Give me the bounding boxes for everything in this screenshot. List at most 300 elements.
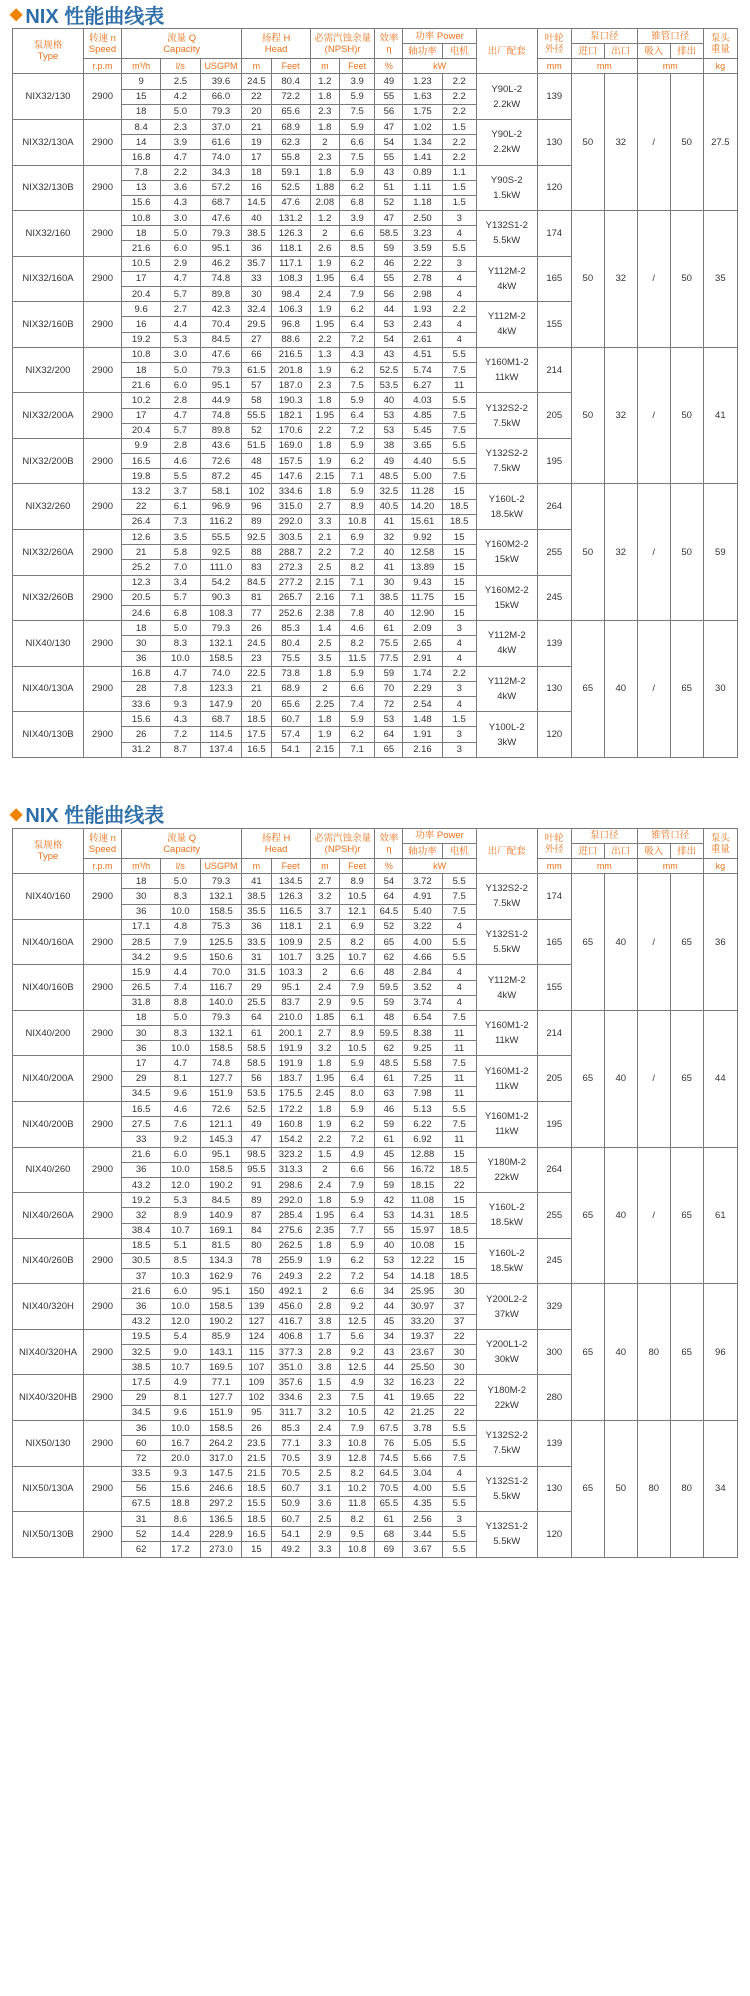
table-cell: 18 [121,226,160,241]
table-cell: 39.6 [200,74,242,89]
table-cell: 87 [242,1208,271,1223]
table-cell: 16 [121,317,160,332]
table-cell: 6.1 [161,499,200,514]
table-cell: 35.5 [242,904,271,919]
table-cell: 7.5 [442,469,476,484]
header-head: 扬程 H Head [242,29,310,59]
suction-diameter: / [637,621,670,758]
table-cell: 77.5 [375,651,403,666]
table-cell: 56 [242,1071,271,1086]
table-cell: 2.3 [310,378,339,393]
table-cell: 2.54 [403,697,442,712]
motor-model: Y160M1-2 11kW [476,1010,537,1056]
table-cell: 30 [442,1360,476,1375]
table-cell: 36 [121,904,160,919]
table-cell: 59 [375,1177,403,1192]
table-cell: 158.5 [200,904,242,919]
table-cell: 262.5 [271,1238,310,1253]
table-cell: 11 [442,1086,476,1101]
table-cell: 17 [121,408,160,423]
table-cell: 323.2 [271,1147,310,1162]
table-cell: 3 [442,727,476,742]
suction-diameter: / [637,74,670,211]
table-cell: 10.8 [339,1436,375,1451]
header-eff: 效率 η [375,828,403,858]
table-cell: 137.4 [200,742,242,757]
inlet-diameter: 50 [571,74,604,211]
table-cell: 57 [242,378,271,393]
table-cell: 85.3 [271,1420,310,1435]
table-cell: 2.5 [161,74,200,89]
table-cell: 30 [442,1284,476,1299]
table-cell: 6.22 [403,1117,442,1132]
table-cell: 34.2 [121,950,160,965]
table-cell: 2.09 [403,621,442,636]
table-cell: 58 [242,393,271,408]
discharge-diameter: 65 [670,874,703,1011]
table-cell: 18.5 [442,514,476,529]
speed-value: 2900 [83,1102,121,1148]
table-cell: 18 [121,1010,160,1025]
table-cell: 33 [242,271,271,286]
table-cell: 13.2 [121,484,160,499]
table-cell: 72.6 [200,454,242,469]
table-cell: 1.02 [403,119,442,134]
table-cell: 58.5 [242,1041,271,1056]
table-cell: 147.9 [200,697,242,712]
motor-model: Y112M-2 4kW [476,302,537,348]
table-cell: 18 [121,874,160,889]
table-cell: 4.9 [161,1375,200,1390]
table-cell: 2.2 [442,666,476,681]
table-cell: 16.7 [161,1436,200,1451]
table-cell: 9.5 [339,1527,375,1542]
table-cell: 10.5 [339,889,375,904]
table-cell: 56 [121,1481,160,1496]
table-cell: 2.2 [161,165,200,180]
discharge-diameter: 65 [670,621,703,758]
table-cell: 6.4 [339,408,375,423]
model-name: NIX32/260A [13,530,84,576]
table-cell: 2.6 [310,241,339,256]
impeller-diameter: 214 [537,1010,571,1056]
section-title-text: NIX 性能曲线表 [25,805,165,828]
header-outlet_label: 出口 [604,844,637,859]
unit-label: kW [403,859,477,874]
table-cell: 84.5 [200,1193,242,1208]
unit-label: USGPM [200,859,242,874]
unit-label: kW [403,59,477,74]
table-cell: 40.5 [375,499,403,514]
table-cell: 7.5 [339,104,375,119]
table-cell: 60.7 [271,1481,310,1496]
table-cell: 9.25 [403,1041,442,1056]
speed-value: 2900 [83,1375,121,1421]
table-cell: 26.4 [121,514,160,529]
table-cell: 30 [121,889,160,904]
table-cell: 6.0 [161,378,200,393]
table-cell: 21.5 [242,1451,271,1466]
table-cell: 2.3 [161,119,200,134]
table-cell: 3 [442,1512,476,1527]
table-cell: 456.0 [271,1299,310,1314]
table-cell: 4.6 [161,1102,200,1117]
table-cell: 15 [442,1253,476,1268]
table-cell: 12.6 [121,530,160,545]
outlet-diameter: 32 [604,211,637,348]
table-cell: 357.6 [271,1375,310,1390]
table-cell: 1.8 [310,484,339,499]
table-cell: 43.6 [200,438,242,453]
model-name: NIX40/320HA [13,1329,84,1375]
table-cell: 3.1 [310,1481,339,1496]
outlet-diameter: 40 [604,621,637,758]
inlet-diameter: 50 [571,484,604,621]
table-cell: 44.9 [200,393,242,408]
table-cell: 54 [375,332,403,347]
table-row [13,484,738,499]
table-cell: 109.9 [271,934,310,949]
pump-weight: 61 [703,1147,737,1284]
table-cell: 1.5 [442,195,476,210]
header-inlet_label: 进口 [571,44,604,59]
table-cell: 285.4 [271,1208,310,1223]
suction-diameter: / [637,1147,670,1284]
table-cell: 35.7 [242,256,271,271]
table-cell: 1.18 [403,195,442,210]
impeller-diameter: 300 [537,1329,571,1375]
table-cell: 5.0 [161,1010,200,1025]
table-cell: 18.5 [242,1481,271,1496]
inlet-diameter: 50 [571,347,604,484]
table-cell: 6.2 [339,256,375,271]
table-cell: 7.1 [339,590,375,605]
table-cell: 12.90 [403,605,442,620]
speed-value: 2900 [83,712,121,758]
table-cell: 3.9 [339,74,375,89]
model-name: NIX50/130B [13,1512,84,1558]
table-cell: 10.7 [161,1223,200,1238]
table-cell: 5.5 [442,1420,476,1435]
table-cell: 145.3 [200,1132,242,1147]
table-cell: 246.6 [200,1481,242,1496]
table-cell: 70.5 [375,1481,403,1496]
table-cell: 55 [375,1223,403,1238]
table-cell: 13 [121,180,160,195]
table-cell: 47.6 [200,347,242,362]
impeller-diameter: 280 [537,1375,571,1421]
motor-model: Y160M2-2 15kW [476,575,537,621]
model-name: NIX32/160 [13,211,84,257]
table-cell: 74.5 [375,1451,403,1466]
table-cell: 5.13 [403,1102,442,1117]
table-cell: 2.15 [310,469,339,484]
motor-model: Y132S1-2 5.5kW [476,919,537,965]
table-cell: 2.1 [310,530,339,545]
table-cell: 4 [442,980,476,995]
table-cell: 5.5 [442,1481,476,1496]
table-cell: 33 [121,1132,160,1147]
table-cell: 8.4 [121,119,160,134]
table-cell: 59 [375,995,403,1010]
table-cell: 2.9 [310,1527,339,1542]
table-cell: 351.0 [271,1360,310,1375]
table-cell: 10.0 [161,904,200,919]
table-cell: 1.5 [442,180,476,195]
table-cell: 16.8 [121,666,160,681]
table-cell: 6.1 [339,1010,375,1025]
table-cell: 5.5 [442,1527,476,1542]
impeller-diameter: 174 [537,211,571,257]
table-cell: 9.43 [403,575,442,590]
table-cell: 2.7 [310,874,339,889]
table-cell: 8.8 [161,995,200,1010]
outlet-diameter: 32 [604,74,637,211]
table-cell: 1.5 [310,1147,339,1162]
header-weight: 泵头 重量 [703,828,737,858]
unit-label: m [242,59,271,74]
table-cell: 11.28 [403,484,442,499]
table-cell: 55 [375,271,403,286]
table-cell: 65 [375,934,403,949]
table-cell: 9.3 [161,697,200,712]
table-cell: 79.3 [200,621,242,636]
model-name: NIX40/260 [13,1147,84,1193]
table-cell: 7.5 [442,362,476,377]
table-cell: 15.9 [121,965,160,980]
table-cell: 3.8 [310,1314,339,1329]
table-cell: 37 [121,1269,160,1284]
table-cell: 55.5 [242,408,271,423]
table-cell: 2.4 [310,1177,339,1192]
table-cell: 18 [242,165,271,180]
table-cell: 7.5 [339,1390,375,1405]
table-cell: 95.1 [200,241,242,256]
table-cell: 90.3 [200,590,242,605]
table-cell: 2.5 [310,560,339,575]
table-cell: 3.3 [310,514,339,529]
table-cell: 47 [375,211,403,226]
table-cell: 1.9 [310,1253,339,1268]
speed-value: 2900 [83,1329,121,1375]
table-cell: 4.9 [339,1375,375,1390]
table-cell: 1.5 [442,712,476,727]
table-cell: 41 [375,1390,403,1405]
table-cell: 3.3 [310,1436,339,1451]
table-cell: 95.1 [200,1284,242,1299]
table-cell: 136.5 [200,1512,242,1527]
table-cell: 132.1 [200,1026,242,1041]
table-cell: 92.5 [200,545,242,560]
table-cell: 190.2 [200,1177,242,1192]
table-cell: 7.98 [403,1086,442,1101]
speed-value: 2900 [83,484,121,530]
table-cell: 31.2 [121,742,160,757]
table-cell: 292.0 [271,514,310,529]
table-cell: 80 [242,1238,271,1253]
table-cell: 95.1 [271,980,310,995]
table-cell: 10.2 [121,393,160,408]
table-cell: 2.2 [442,89,476,104]
table-cell: 3.0 [161,211,200,226]
model-name: NIX32/200 [13,347,84,393]
table-cell: 57.2 [200,180,242,195]
table-cell: 20.5 [121,590,160,605]
table-cell: 18.5 [242,712,271,727]
header-speed: 转速 n Speed [83,828,121,858]
table-cell: 162.9 [200,1269,242,1284]
table-cell: 2.98 [403,287,442,302]
table-cell: 9.0 [161,1345,200,1360]
table-cell: 6.2 [339,180,375,195]
table-cell: 30 [442,1345,476,1360]
table-cell: 3.4 [161,575,200,590]
table-cell: 191.9 [271,1056,310,1071]
header-shaft: 轴功率 [403,844,442,859]
table-cell: 15 [442,1238,476,1253]
table-cell: 70.0 [200,965,242,980]
table-cell: 29 [242,980,271,995]
table-cell: 108.3 [200,605,242,620]
unit-label: USGPM [200,59,242,74]
discharge-diameter: 50 [670,211,703,348]
table-cell: 72.2 [271,89,310,104]
impeller-diameter: 214 [537,347,571,393]
table-cell: 8.9 [339,874,375,889]
table-cell: 18.15 [403,1177,442,1192]
impeller-diameter: 264 [537,1147,571,1193]
table-cell: 11 [442,378,476,393]
table-cell: 6.4 [339,271,375,286]
table-cell: 33.5 [121,1466,160,1481]
table-cell: 10.7 [161,1360,200,1375]
table-cell: 2.2 [442,104,476,119]
table-cell: 38.5 [121,1360,160,1375]
table-cell: 2.9 [310,995,339,1010]
table-cell: 80.4 [271,636,310,651]
table-cell: 20 [242,104,271,119]
model-name: NIX32/260B [13,575,84,621]
table-cell: 50.9 [271,1496,310,1511]
table-cell: 69 [375,1542,403,1557]
table-cell: 132.1 [200,636,242,651]
table-cell: 24.6 [121,605,160,620]
table-cell: 23.5 [242,1436,271,1451]
table-cell: 1.1 [442,165,476,180]
table-cell: 15 [121,89,160,104]
impeller-diameter: 165 [537,256,571,302]
table-cell: 4 [442,651,476,666]
table-cell: 11.75 [403,590,442,605]
table-cell: 34.5 [121,1405,160,1420]
table-cell: 2.78 [403,271,442,286]
table-cell: 19.65 [403,1390,442,1405]
table-cell: 30.5 [121,1253,160,1268]
table-cell: 8.7 [161,742,200,757]
table-cell: 7.5 [442,1117,476,1132]
impeller-diameter: 139 [537,621,571,667]
table-cell: 64 [375,727,403,742]
table-cell: 46 [375,256,403,271]
table-cell: 63 [375,1086,403,1101]
table-cell: 7.2 [339,1269,375,1284]
table-cell: 5.0 [161,104,200,119]
discharge-diameter: 50 [670,484,703,621]
header-row [13,828,738,843]
suction-diameter: / [637,874,670,1011]
table-cell: 44 [375,1360,403,1375]
table-cell: 9.6 [161,1405,200,1420]
table-cell: 16 [242,180,271,195]
table-cell: 42 [375,1405,403,1420]
table-cell: 2.3 [310,1390,339,1405]
table-cell: 6.27 [403,378,442,393]
table-cell: 6.6 [339,135,375,150]
table-cell: 10.2 [339,1481,375,1496]
table-cell: 20 [242,697,271,712]
table-cell: 1.5 [442,119,476,134]
table-cell: 62 [375,950,403,965]
table-cell: 30 [242,287,271,302]
table-cell: 7.5 [339,150,375,165]
table-cell: 18.5 [442,499,476,514]
table-cell: 7.9 [339,287,375,302]
table-cell: 1.8 [310,1102,339,1117]
table-row [13,211,738,226]
table-cell: 132.1 [200,889,242,904]
table-cell: 49.2 [271,1542,310,1557]
header-motor: 电机 [442,44,476,59]
table-cell: 9.9 [121,438,160,453]
table-cell: 158.5 [200,1162,242,1177]
impeller-diameter: 264 [537,484,571,530]
table-cell: 2.56 [403,1512,442,1527]
table-cell: 169.5 [200,1360,242,1375]
table-cell: 121.1 [200,1117,242,1132]
table-cell: 3 [442,681,476,696]
table-cell: 101.7 [271,950,310,965]
header-factory: 出厂配套 [476,828,537,873]
table-cell: 26 [121,727,160,742]
table-cell: 12.3 [121,575,160,590]
table-cell: 15.6 [161,1481,200,1496]
table-cell: 1.8 [310,165,339,180]
pump-weight: 34 [703,1420,737,1557]
table-cell: 2.16 [310,590,339,605]
table-cell: 1.95 [310,271,339,286]
table-cell: 1.95 [310,408,339,423]
table-cell: 56 [375,104,403,119]
table-cell: 1.48 [403,712,442,727]
table-cell: 7.2 [339,545,375,560]
table-cell: 4.91 [403,889,442,904]
table-cell: 10.0 [161,651,200,666]
table-cell: 5.00 [403,469,442,484]
table-cell: 4 [442,317,476,332]
impeller-diameter: 174 [537,874,571,920]
table-cell: 61.6 [200,135,242,150]
table-cell: 5.9 [339,119,375,134]
table-cell: 59 [375,1117,403,1132]
table-cell: 21.6 [121,241,160,256]
table-cell: 72 [121,1451,160,1466]
table-cell: 2.91 [403,651,442,666]
motor-model: Y200L2-2 37kW [476,1284,537,1330]
header-flange: 锥管口径 [637,29,703,44]
table-cell: 59 [375,666,403,681]
table-cell: 8.9 [161,1208,200,1223]
unit-label: mm [637,859,703,874]
